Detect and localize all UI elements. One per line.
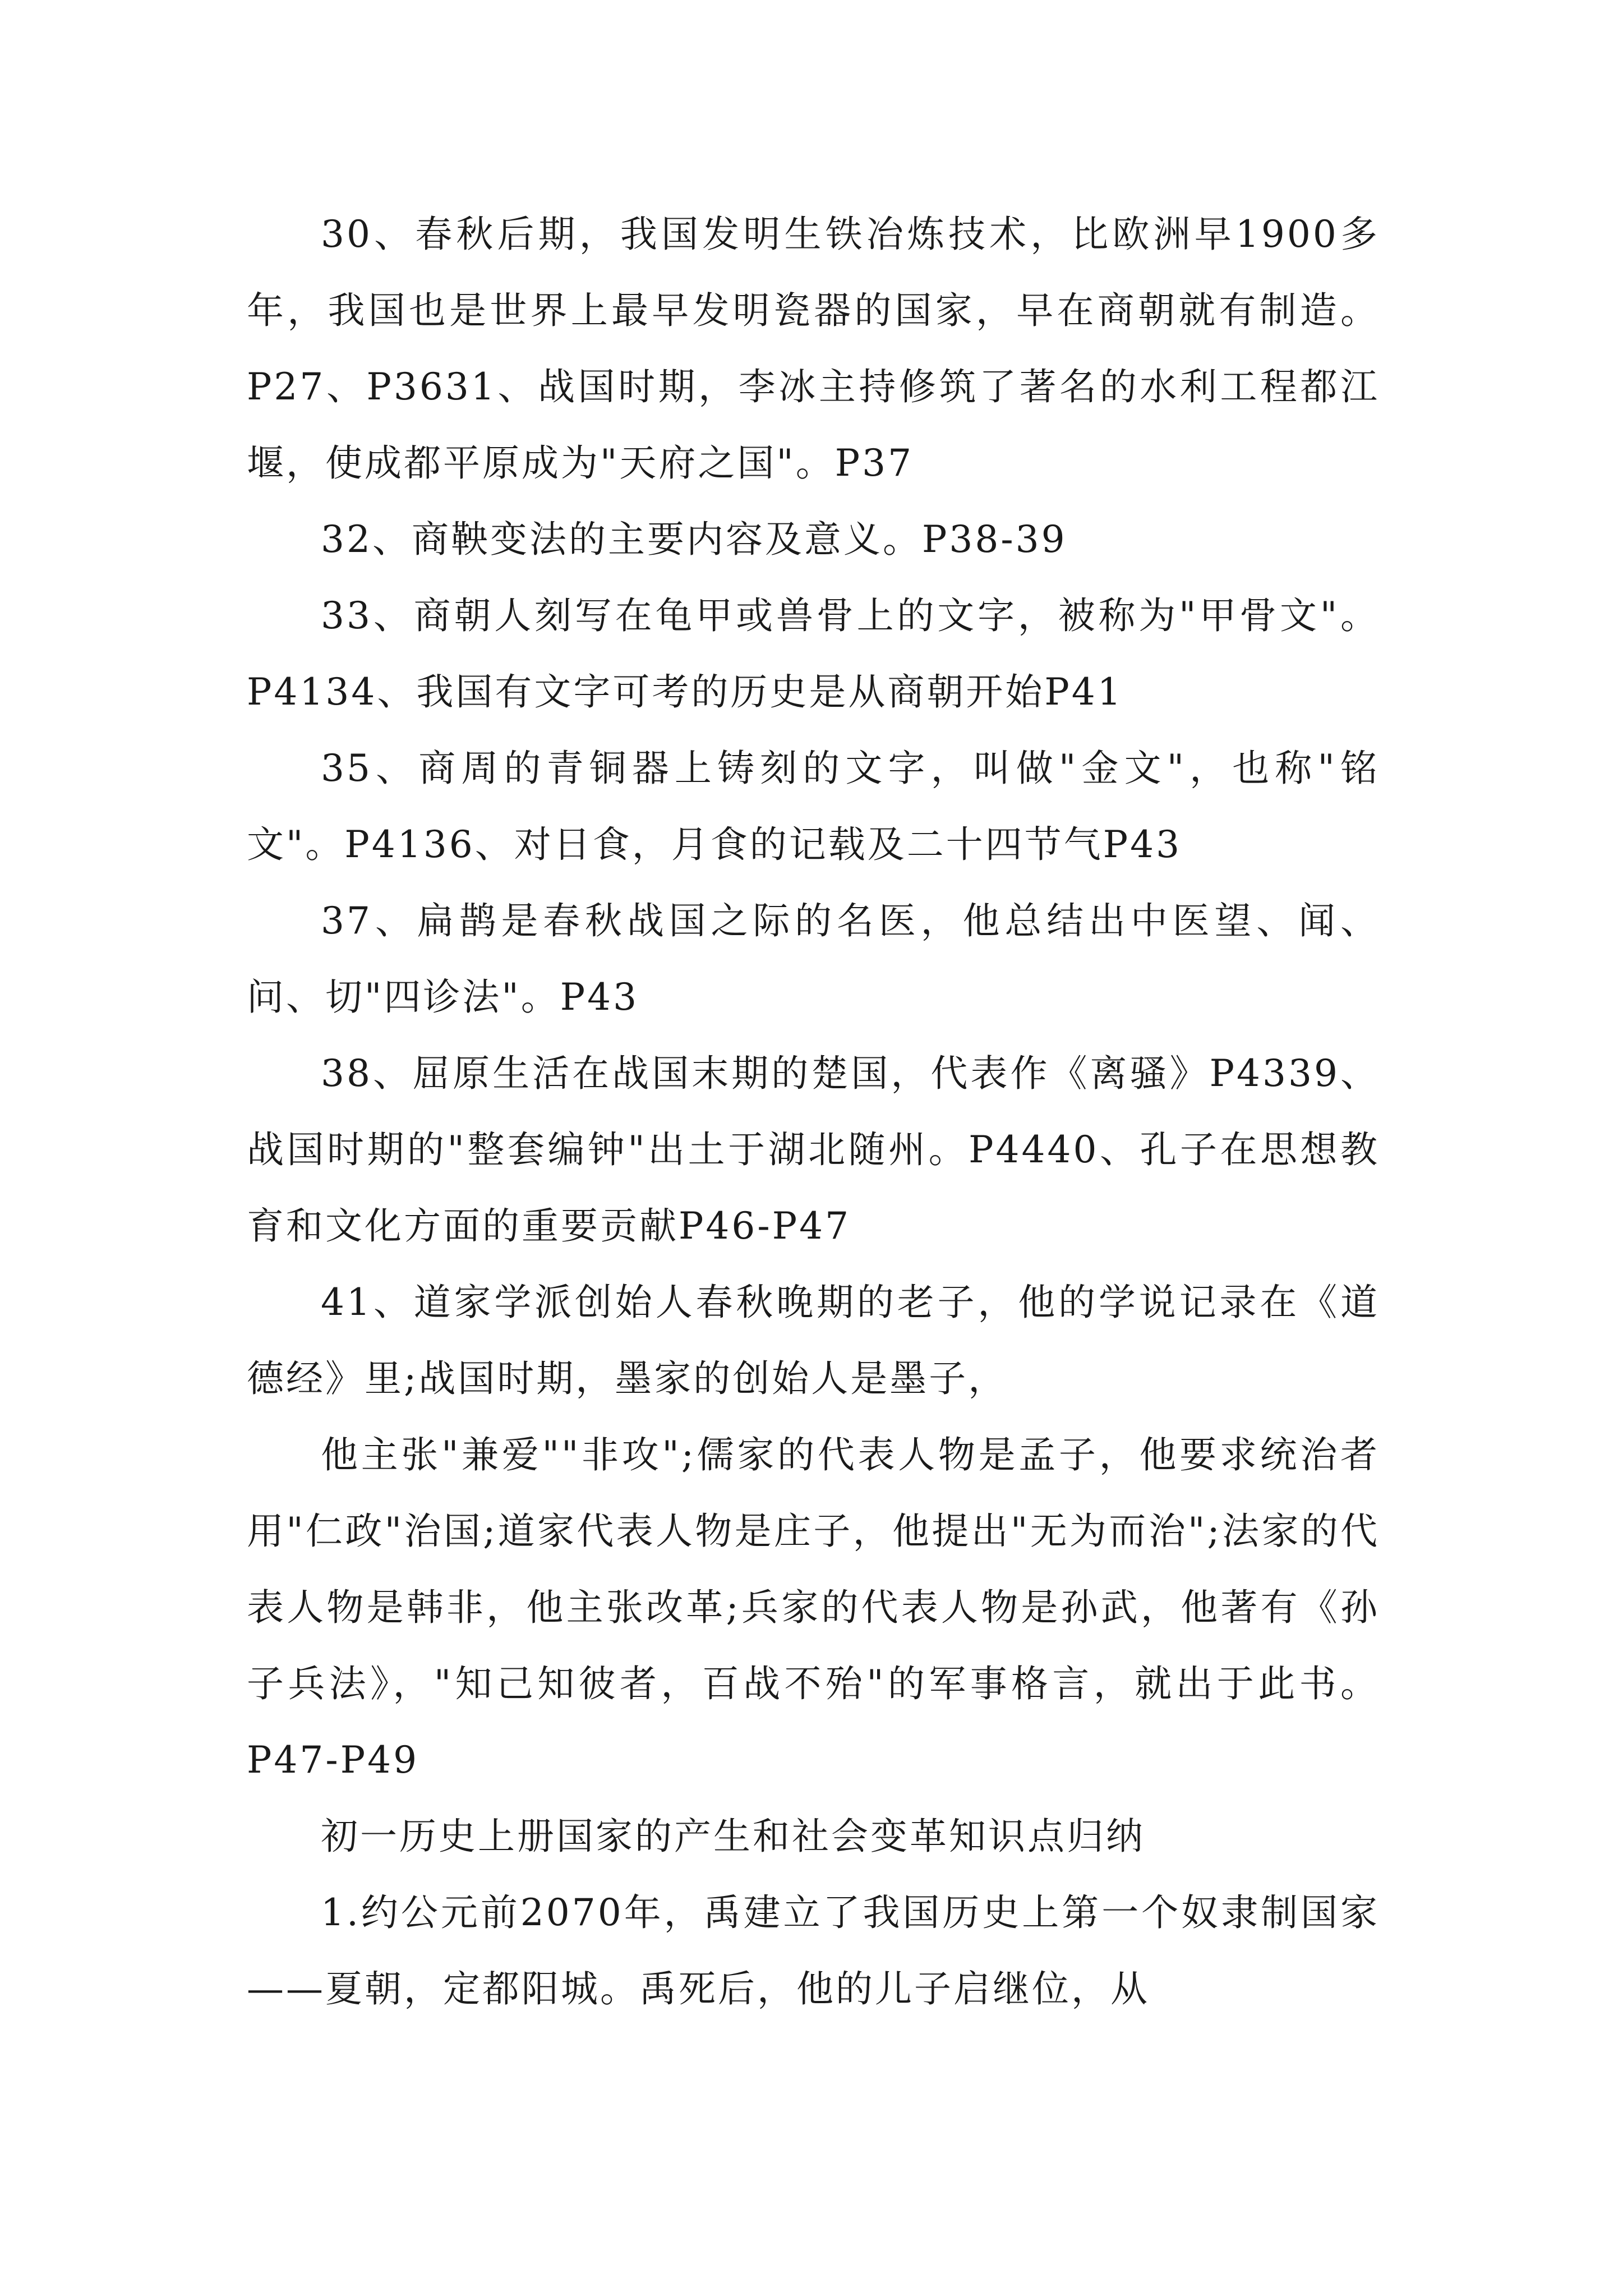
section-heading: 初一历史上册国家的产生和社会变革知识点归纳: [321, 1815, 1145, 1858]
paragraph-1: 1.约公元前2070年，禹建立了我国历史上第一个奴隶制国家——夏朝，定都阳城。禹死后，他的儿子启继位，从: [247, 1891, 1380, 2010]
paragraph-38-40: 38、屈原生活在战国末期的楚国，代表作《离骚》P4339、战国时期的"整套编钟"出土于湖北随州。P4440、孔子在思想教育和文化方面的重要贡献P46-P47: [247, 1052, 1380, 1248]
paragraph-35-36: 35、商周的青铜器上铸刻的文字，叫做"金文"，也称"铭文"。P4136、对日食，月食的记载及二十四节气P43: [247, 747, 1380, 866]
paragraph-32: 32、商鞅变法的主要内容及意义。P38-39: [321, 518, 1067, 561]
paragraph-37: 37、扁鹊是春秋战国之际的名医，他总结出中医望、闻、问、切"四诊法"。P43: [247, 899, 1380, 1019]
paragraph-41: 41、道家学派创始人春秋晚期的老子，他的学说记录在《道德经》里;战国时期，墨家的创始人是墨子，: [247, 1281, 1380, 1400]
document-body: [247, 196, 1380, 2027]
paragraph-30-31: 30、春秋后期，我国发明生铁冶炼技术，比欧洲早1900多年，我国也是世界上最早发明瓷器的国家，早在商朝就有制造。P27、P3631、战国时期，李冰主持修筑了著名的水利工程都江堰，使成都平原成为"天府之国"。P37: [247, 213, 1380, 485]
paragraph-33-34: 33、商朝人刻写在龟甲或兽骨上的文字，被称为"甲骨文"。P4134、我国有文字可考的历史是从商朝开始P41: [247, 594, 1380, 714]
paragraph-41-continued: 他主张"兼爱""非攻";儒家的代表人物是孟子，他要求统治者用"仁政"治国;道家代表人物是庄子，他提出"无为而治";法家的代表人物是韩非，他主张改革;兵家的代表人物是孙武，他著有《孙子兵法》，"知己知彼者，百战不殆"的军事格言，就出于此书。P47-P49: [247, 1433, 1380, 1782]
